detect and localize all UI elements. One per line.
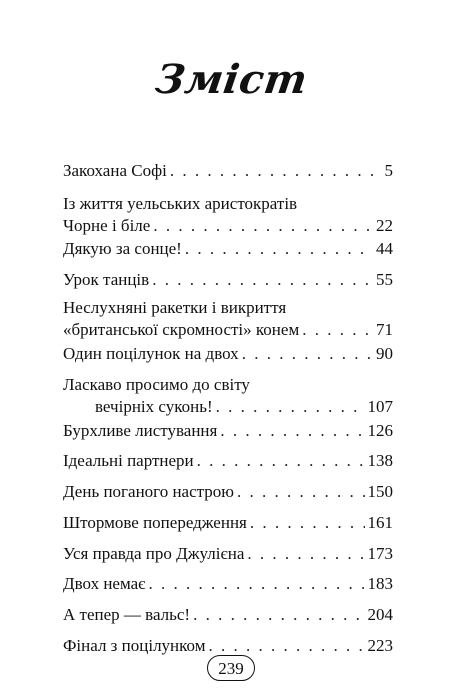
toc-entry <box>63 543 393 565</box>
toc-entry <box>63 297 393 341</box>
toc-entry-page: 90 <box>376 344 393 363</box>
toc-entry-page: 223 <box>367 636 393 655</box>
toc-entry <box>63 269 393 291</box>
dot-leader <box>242 343 373 365</box>
toc-entry-title: «британської скромності» конем <box>63 320 300 339</box>
dot-leader <box>152 269 373 291</box>
page-title: Зміст <box>152 56 311 103</box>
toc-entry <box>63 635 393 657</box>
toc-entry-page: 126 <box>367 421 393 440</box>
toc-entry-title: Неслухняні ракетки і викриття <box>63 298 287 317</box>
toc-entry-page: 55 <box>376 270 393 289</box>
toc-entry-page: 44 <box>376 239 393 258</box>
toc-entry-title: Закохана Софі <box>63 161 167 180</box>
dot-leader <box>148 573 364 595</box>
dot-leader <box>220 420 364 442</box>
toc-entry <box>63 604 393 626</box>
dot-leader <box>208 635 364 657</box>
toc-entry-title: Дякую за сонце! <box>63 239 182 258</box>
toc-entry-title: вечірніх суконь! <box>95 397 213 416</box>
toc-entry-title: Штормове попередження <box>63 513 247 532</box>
toc-entry-page: 22 <box>376 216 393 235</box>
dot-leader <box>193 604 364 626</box>
toc-entry <box>63 450 393 472</box>
toc-entry-title: А тепер — вальс! <box>63 605 191 624</box>
toc-entry-title: Двох немає <box>63 574 146 593</box>
toc-entry-page: 204 <box>367 605 393 624</box>
dot-leader <box>170 160 382 182</box>
dot-leader <box>153 215 373 237</box>
dot-leader <box>237 481 365 503</box>
toc-entry-title: Уся правда про Джулієна <box>63 544 245 563</box>
toc-entry-title: День поганого настрою <box>63 482 234 501</box>
dot-leader <box>197 450 365 472</box>
toc-entry-page: 183 <box>367 574 393 593</box>
toc-entry <box>63 238 393 260</box>
toc-entry-page: 173 <box>367 544 393 563</box>
toc-entry-page: 5 <box>384 161 393 180</box>
toc-entry-title: Із життя уельських аристократів <box>63 194 298 213</box>
toc-entry-page: 161 <box>367 513 393 532</box>
toc-entry-title: Фінал з поцілунком <box>63 636 206 655</box>
toc-entry <box>63 160 393 182</box>
toc-entry <box>63 481 393 503</box>
toc-entry <box>63 420 393 442</box>
dot-leader <box>250 512 365 534</box>
toc-entry-title: Ідеальні партнери <box>63 451 194 470</box>
toc-entry-page: 150 <box>367 482 393 501</box>
toc-entry <box>63 343 393 365</box>
dot-leader <box>185 238 373 260</box>
toc-entry <box>63 573 393 595</box>
dot-leader <box>302 319 373 341</box>
toc-entry-title: Чорне і біле <box>63 216 151 235</box>
toc-entry-page: 138 <box>367 451 393 470</box>
page-number: 239 <box>207 655 255 681</box>
toc-entry-title: Один поцілунок на двох <box>63 344 239 363</box>
toc-entry <box>63 512 393 534</box>
dot-leader <box>216 396 365 418</box>
toc-entry-title: Бурхливе листування <box>63 421 218 440</box>
toc-entry-page: 107 <box>367 397 393 416</box>
dot-leader <box>247 543 364 565</box>
toc-entry <box>63 193 393 237</box>
toc-entry-title: Урок танців <box>63 270 150 289</box>
toc-entry-title: Ласкаво просимо до світу <box>63 375 250 394</box>
toc-entry-page: 71 <box>376 320 393 339</box>
toc-entry <box>63 374 393 418</box>
